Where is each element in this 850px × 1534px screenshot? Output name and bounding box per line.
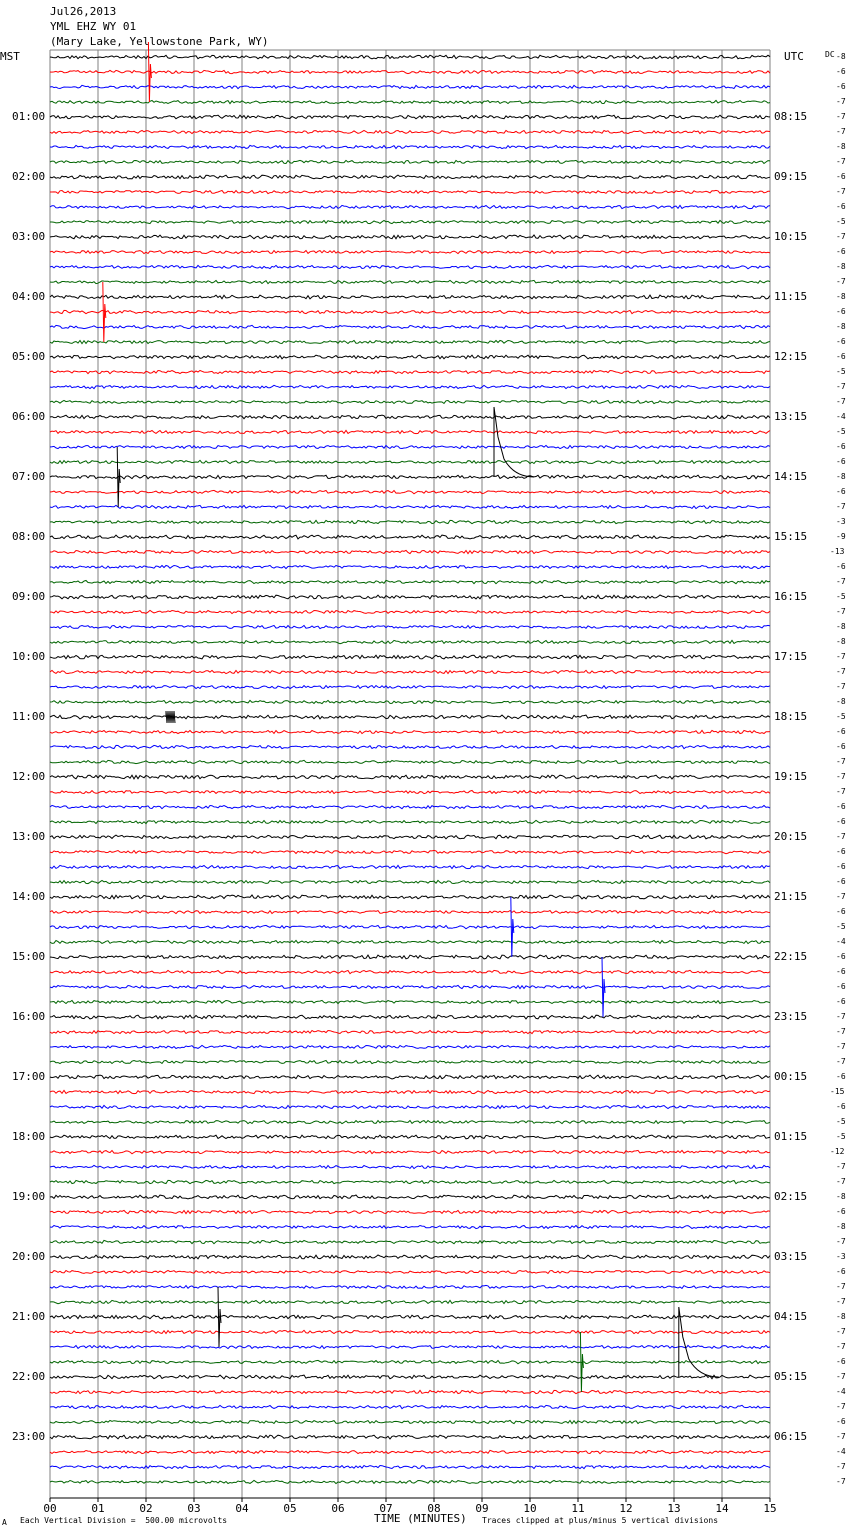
seismic-trace — [50, 925, 770, 928]
x-tick-label: 11 — [571, 1502, 585, 1515]
dc-offset-label: -8 — [836, 622, 846, 631]
seismic-trace — [50, 460, 770, 463]
seismic-trace — [50, 445, 770, 448]
mst-hour-label: 16:00 — [12, 1010, 46, 1023]
mst-hour-label: 19:00 — [12, 1190, 46, 1203]
x-tick-label: 10 — [523, 1502, 537, 1515]
dc-offset-label: -7 — [836, 667, 846, 676]
seismic-trace — [50, 1135, 770, 1139]
seismic-trace — [50, 1226, 770, 1229]
seismic-trace — [50, 1121, 770, 1124]
mst-hour-label: 01:00 — [12, 110, 46, 123]
dc-offset-label: -7 — [836, 1162, 846, 1171]
x-tick-label: 07 — [379, 1502, 393, 1515]
seismic-trace — [50, 235, 770, 239]
seismic-event — [148, 42, 151, 102]
mst-hour-label: 14:00 — [12, 890, 46, 903]
mst-hour-label: 10:00 — [12, 650, 46, 663]
mst-hour-label: 22:00 — [12, 1370, 46, 1383]
station-label: YML EHZ WY 01 — [50, 20, 137, 33]
dc-offset-label: -6 — [836, 727, 846, 736]
dc-offset-label: -5 — [836, 712, 846, 721]
mst-hour-label: 21:00 — [12, 1310, 46, 1323]
seismic-trace — [50, 1090, 770, 1093]
mst-hour-label: 06:00 — [12, 410, 46, 423]
dc-offset-label: -5 — [836, 592, 846, 601]
dc-offset-label: -7 — [836, 97, 846, 106]
seismic-event — [218, 1287, 221, 1347]
seismic-event — [511, 897, 514, 957]
dc-offset-label: -6 — [836, 997, 846, 1006]
utc-hour-label: 11:15 — [774, 290, 808, 303]
seismic-trace — [50, 1105, 770, 1108]
seismic-trace — [50, 355, 770, 359]
utc-hour-label: 08:15 — [774, 110, 808, 123]
dc-offset-label: -9 — [836, 532, 846, 541]
dc-offset-label: -6 — [836, 802, 846, 811]
dc-offset-label: -6 — [836, 1417, 846, 1426]
dc-offset-label: -3 — [836, 1252, 846, 1261]
dc-offset-label: -8 — [836, 142, 846, 151]
dc-offset-label: -6 — [836, 952, 846, 961]
seismic-trace — [50, 970, 770, 973]
mst-hour-label: 18:00 — [12, 1130, 46, 1143]
dc-offset-label: -6 — [836, 742, 846, 751]
seismic-trace — [50, 160, 770, 163]
dc-offset-label: -5 — [836, 1132, 846, 1141]
utc-hour-label: 16:15 — [774, 590, 808, 603]
utc-hour-label: 20:15 — [774, 830, 808, 843]
dc-offset-label: -6 — [836, 1357, 846, 1366]
mst-hour-label: 15:00 — [12, 950, 46, 963]
dc-offset-label: -7 — [836, 1042, 846, 1051]
dc-offset-label: -5 — [836, 1117, 846, 1126]
seismic-trace — [50, 1420, 770, 1423]
dc-offset-label: -4 — [836, 1387, 846, 1396]
dc-offset-label: -7 — [836, 112, 846, 121]
dc-offset-label: -7 — [836, 577, 846, 586]
seismic-trace — [50, 251, 770, 254]
mst-hour-label: 13:00 — [12, 830, 46, 843]
mst-hour-label: 12:00 — [12, 770, 46, 783]
seismic-trace — [50, 1285, 770, 1288]
dc-offset-label: -8 — [836, 637, 846, 646]
seismic-trace — [50, 985, 770, 988]
seismic-trace — [50, 265, 770, 268]
seismic-trace — [50, 520, 770, 523]
dc-offset-label: -6 — [836, 1102, 846, 1111]
seismic-trace — [50, 1360, 770, 1363]
x-tick-label: 14 — [715, 1502, 729, 1515]
seismic-trace — [50, 490, 770, 493]
dc-offset-label: -6 — [836, 1207, 846, 1216]
location-label: (Mary Lake, Yellowstone Park, WY) — [50, 35, 269, 48]
seismic-trace — [50, 1255, 770, 1259]
dc-offset-label: -7 — [836, 1462, 846, 1471]
seismic-trace — [50, 100, 770, 103]
dc-offset-label: -6 — [836, 82, 846, 91]
seismic-trace — [50, 475, 770, 479]
seismic-trace — [50, 535, 770, 539]
dc-offset-label: -7 — [836, 1177, 846, 1186]
seismic-event — [679, 1307, 719, 1377]
dc-offset-label: -7 — [836, 1327, 846, 1336]
dc-offset-label: -8 — [836, 52, 846, 61]
seismic-trace — [50, 1375, 770, 1379]
seismic-trace — [50, 325, 770, 328]
utc-hour-label: 23:15 — [774, 1010, 808, 1023]
dc-offset-label: -7 — [836, 187, 846, 196]
seismic-trace — [50, 610, 770, 613]
dc-offset-label: -7 — [836, 772, 846, 781]
dc-offset-label: -7 — [836, 1027, 846, 1036]
seismic-trace — [50, 1195, 770, 1199]
dc-offset-label: -7 — [836, 502, 846, 511]
dc-offset-label: -7 — [836, 652, 846, 661]
dc-offset-label: -4 — [836, 412, 846, 421]
dc-offset-label: -7 — [836, 232, 846, 241]
mst-axis-label: MST — [0, 50, 20, 63]
dc-offset-label: -5 — [836, 427, 846, 436]
dc-offset-label: -6 — [836, 457, 846, 466]
utc-hour-label: 14:15 — [774, 470, 808, 483]
dc-offset-label: -4 — [836, 937, 846, 946]
dc-offset-label: -7 — [836, 682, 846, 691]
utc-hour-label: 17:15 — [774, 650, 808, 663]
dc-offset-label: -8 — [836, 1222, 846, 1231]
seismic-trace — [50, 1390, 770, 1393]
seismic-trace — [50, 565, 770, 568]
scale-note: Each Vertical Division = 500.00 microvolts — [20, 1516, 228, 1525]
dc-offset-label: -7 — [836, 787, 846, 796]
seismic-trace — [50, 385, 770, 388]
seismic-trace — [50, 1270, 770, 1273]
dc-offset-label: -6 — [836, 202, 846, 211]
dc-offset-label: -7 — [836, 1432, 846, 1441]
seismic-trace — [50, 700, 770, 703]
mst-hour-label: 05:00 — [12, 350, 46, 363]
x-tick-label: 04 — [235, 1502, 249, 1515]
dc-offset-label: -6 — [836, 442, 846, 451]
utc-hour-label: 06:15 — [774, 1430, 808, 1443]
seismic-trace — [50, 670, 770, 673]
seismic-trace — [50, 1030, 770, 1033]
seismic-trace — [50, 1300, 770, 1303]
mst-hour-label: 02:00 — [12, 170, 46, 183]
seismic-trace — [50, 295, 770, 299]
seismic-trace — [50, 1061, 770, 1064]
x-tick-label: 05 — [283, 1502, 297, 1515]
utc-hour-label: 03:15 — [774, 1250, 808, 1263]
mst-hour-label: 20:00 — [12, 1250, 46, 1263]
seismic-event — [117, 447, 120, 507]
utc-hour-label: 12:15 — [774, 350, 808, 363]
dc-offset-label: -7 — [836, 892, 846, 901]
mst-hour-label: 04:00 — [12, 290, 46, 303]
dc-offset-label: -8 — [836, 262, 846, 271]
seismic-trace — [50, 415, 770, 419]
seismic-trace — [50, 1450, 770, 1453]
x-tick-label: 15 — [763, 1502, 777, 1515]
seismic-trace — [50, 1210, 770, 1213]
utc-hour-label: 19:15 — [774, 770, 808, 783]
seismic-trace — [50, 175, 770, 179]
seismic-trace — [50, 55, 770, 59]
dc-offset-label: -6 — [836, 862, 846, 871]
seismic-trace — [50, 1345, 770, 1348]
x-tick-label: 03 — [187, 1502, 201, 1515]
dc-offset-label: -7 — [836, 1012, 846, 1021]
dc-offset-label: -6 — [836, 1267, 846, 1276]
seismic-trace — [50, 730, 770, 733]
seismic-trace — [50, 1180, 770, 1183]
seismic-trace — [50, 505, 770, 508]
seismic-trace — [50, 130, 770, 133]
x-tick-label: 13 — [667, 1502, 681, 1515]
seismic-trace — [50, 400, 770, 403]
x-tick-label: 01 — [91, 1502, 105, 1515]
mst-hour-label: 03:00 — [12, 230, 46, 243]
seismic-trace — [50, 310, 770, 313]
seismic-trace — [50, 895, 770, 899]
dc-offset-label: -12 — [830, 1147, 845, 1156]
dc-offset-label: -6 — [836, 907, 846, 916]
dc-offset-label: -6 — [836, 817, 846, 826]
seismic-trace — [50, 1165, 770, 1168]
seismic-trace — [50, 880, 770, 883]
dc-offset-label: -7 — [836, 1477, 846, 1486]
utc-hour-label: 04:15 — [774, 1310, 808, 1323]
dc-offset-label: -6 — [836, 337, 846, 346]
seismic-trace — [50, 1045, 770, 1048]
seismic-trace — [50, 595, 770, 599]
dc-offset-label: -6 — [836, 877, 846, 886]
dc-offset-label: -7 — [836, 1342, 846, 1351]
seismic-trace — [50, 1015, 770, 1019]
seismic-event — [602, 957, 605, 1017]
seismic-event — [166, 711, 175, 723]
dc-offset-label: -7 — [836, 1282, 846, 1291]
seismic-trace — [50, 580, 770, 583]
dc-offset-label: -7 — [836, 1402, 846, 1411]
seismic-trace — [50, 1465, 770, 1468]
dc-offset-label: -7 — [836, 1237, 846, 1246]
dc-offset-label: -7 — [836, 127, 846, 136]
x-tick-label: 06 — [331, 1502, 345, 1515]
seismic-trace — [50, 220, 770, 223]
x-tick-label: 08 — [427, 1502, 441, 1515]
seismic-event — [103, 282, 106, 342]
seismic-trace — [50, 775, 770, 779]
dc-offset-label: -6 — [836, 967, 846, 976]
mst-hour-label: 08:00 — [12, 530, 46, 543]
x-axis-title: TIME (MINUTES) — [374, 1512, 467, 1525]
utc-hour-label: 10:15 — [774, 230, 808, 243]
mst-hour-label: 17:00 — [12, 1070, 46, 1083]
mst-hour-label: 11:00 — [12, 710, 46, 723]
seismic-trace — [50, 805, 770, 808]
clip-note: Traces clipped at plus/minus 5 vertical divisions — [482, 1516, 719, 1525]
seismic-trace — [50, 760, 770, 763]
seismic-trace — [50, 940, 770, 943]
x-tick-label: 12 — [619, 1502, 633, 1515]
utc-hour-label: 13:15 — [774, 410, 808, 423]
x-tick-label: 00 — [43, 1502, 57, 1515]
dc-offset-label: -7 — [836, 607, 846, 616]
utc-hour-label: 18:15 — [774, 710, 808, 723]
date-label: Jul26,2013 — [50, 5, 117, 18]
x-tick-label: 02 — [139, 1502, 153, 1515]
dc-offset-label: -5 — [836, 922, 846, 931]
seismic-trace — [50, 1330, 770, 1333]
dc-offset-label: -8 — [836, 1312, 846, 1321]
dc-offset-label: -6 — [836, 562, 846, 571]
seismic-trace — [50, 340, 770, 343]
dc-offset-label: -7 — [836, 757, 846, 766]
dc-offset-label: -6 — [836, 487, 846, 496]
dc-offset-label: -6 — [836, 172, 846, 181]
dc-offset-label: -15 — [830, 1087, 845, 1096]
seismic-trace — [50, 791, 770, 794]
seismic-trace — [50, 865, 770, 868]
dc-offset-label: -7 — [836, 382, 846, 391]
dc-offset-label: -4 — [836, 1447, 846, 1456]
seismic-trace — [50, 910, 770, 913]
utc-hour-label: 02:15 — [774, 1190, 808, 1203]
seismic-trace — [50, 1075, 770, 1079]
dc-offset-label: -8 — [836, 322, 846, 331]
seismic-trace — [50, 190, 770, 193]
seismic-trace — [50, 1150, 770, 1153]
mst-hour-label: 23:00 — [12, 1430, 46, 1443]
seismic-trace — [50, 1315, 770, 1319]
dc-offset-label: -6 — [836, 847, 846, 856]
seismic-trace — [50, 145, 770, 148]
seismic-trace — [50, 1240, 770, 1243]
seismic-trace — [50, 625, 770, 628]
mst-hour-label: 09:00 — [12, 590, 46, 603]
dc-offset-label: -6 — [836, 352, 846, 361]
dc-offset-label: -8 — [836, 697, 846, 706]
seismic-trace — [50, 430, 770, 433]
seismic-trace — [50, 835, 770, 839]
seismic-trace — [50, 850, 770, 853]
dc-offset-label: -6 — [836, 247, 846, 256]
seismic-trace — [50, 85, 770, 88]
seismic-trace — [50, 115, 770, 119]
seismic-trace — [50, 280, 770, 283]
dc-offset-label: -6 — [836, 1072, 846, 1081]
dc-offset-label: -6 — [836, 307, 846, 316]
seismic-trace — [50, 955, 770, 959]
dc-offset-label: -7 — [836, 397, 846, 406]
seismic-trace — [50, 1480, 770, 1483]
dc-offset-label: -8 — [836, 1192, 846, 1201]
dc-offset-label: -7 — [836, 832, 846, 841]
dc-offset-label: -6 — [836, 67, 846, 76]
seismic-trace — [50, 655, 770, 659]
dc-offset-label: -13 — [830, 547, 845, 556]
dc-offset-label: -7 — [836, 1297, 846, 1306]
dc-offset-label: -7 — [836, 277, 846, 286]
seismic-trace — [50, 745, 770, 748]
dc-offset-label: -5 — [836, 367, 846, 376]
dc-offset-label: -7 — [836, 1372, 846, 1381]
seismic-trace — [50, 1000, 770, 1003]
seismic-trace — [50, 1435, 770, 1439]
dc-offset-label: -8 — [836, 472, 846, 481]
dc-offset-label: -7 — [836, 157, 846, 166]
seismic-trace — [50, 550, 770, 553]
seismic-trace — [50, 686, 770, 689]
seismic-trace — [50, 1405, 770, 1408]
utc-hour-label: 00:15 — [774, 1070, 808, 1083]
utc-hour-label: 22:15 — [774, 950, 808, 963]
utc-hour-label: 09:15 — [774, 170, 808, 183]
dc-offset-label: -5 — [836, 217, 846, 226]
utc-axis-label: UTC — [784, 50, 804, 63]
dc-offset-label: -8 — [836, 292, 846, 301]
utc-hour-label: 01:15 — [774, 1130, 808, 1143]
dc-offset-label: -6 — [836, 982, 846, 991]
dc-offset-label: -3 — [836, 517, 846, 526]
seismic-trace — [50, 70, 770, 73]
dc-offset-label: -7 — [836, 1057, 846, 1066]
seismic-trace — [50, 640, 770, 643]
seismic-trace — [50, 715, 770, 719]
utc-hour-label: 05:15 — [774, 1370, 808, 1383]
mst-hour-label: 07:00 — [12, 470, 46, 483]
utc-hour-label: 15:15 — [774, 530, 808, 543]
seismic-trace — [50, 205, 770, 208]
scale-mark: A — [2, 1518, 7, 1527]
dc-label: DC — [825, 50, 835, 59]
utc-hour-label: 21:15 — [774, 890, 808, 903]
seismic-trace — [50, 820, 770, 823]
x-tick-label: 09 — [475, 1502, 489, 1515]
seismic-event — [580, 1332, 583, 1392]
seismic-trace — [50, 370, 770, 373]
